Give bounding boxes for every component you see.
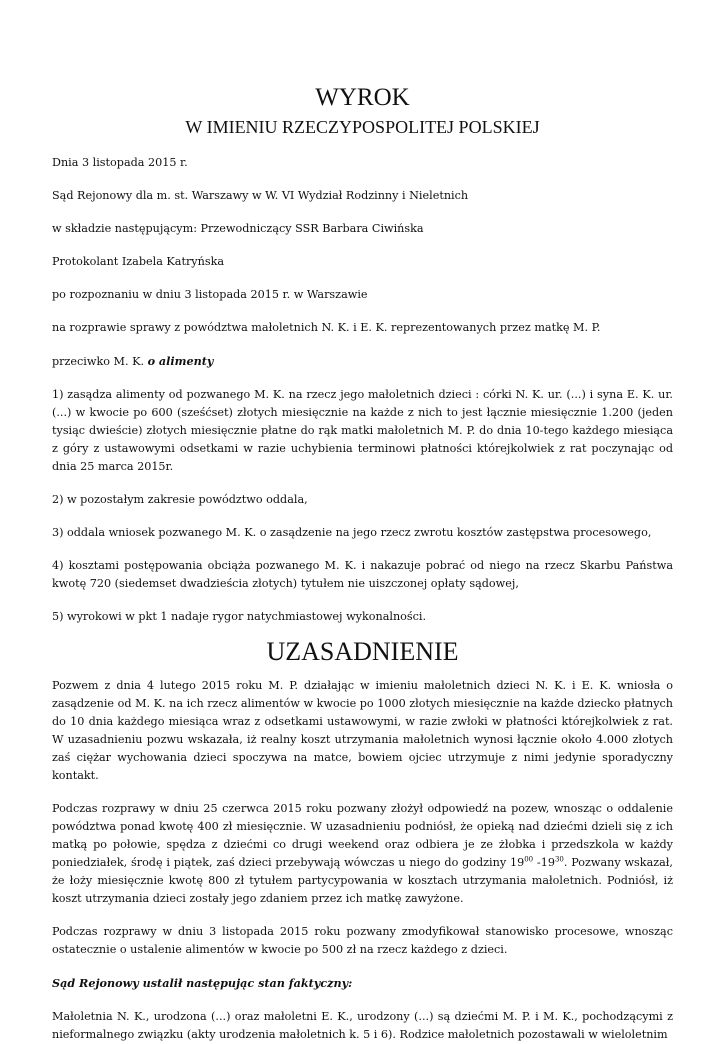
hour-superscript-1: 00 bbox=[524, 855, 534, 864]
against-prefix: przeciwko M. K. bbox=[52, 355, 148, 368]
ruling-4: 4) kosztami postępowania obciąża pozwanego M. K. i nakazuje pobrać od niego na rzecz Skarbu Państwa kwotę 720 (siedemset dwadzieścia złotych) tytułem nie uiszczonej opłaty sądowej, bbox=[52, 559, 673, 590]
ruling-2: 2) w pozostałym zakresie powództwo oddala, bbox=[52, 493, 308, 506]
ruling-3: 3) oddala wniosek pozwanego M. K. o zasądzenie na jego rzecz zwrotu kosztów zastępstwa procesowego, bbox=[52, 526, 652, 539]
hearing-info: po rozpoznaniu w dniu 3 listopada 2015 r. w Warszawie bbox=[52, 288, 368, 301]
court-composition: w składzie następującym: Przewodniczący SSR Barbara Ciwińska bbox=[52, 222, 424, 235]
justification-heading: UZASADNIENIE bbox=[266, 637, 459, 666]
facts-heading bbox=[52, 974, 673, 993]
case-against bbox=[52, 352, 673, 371]
paragraph-2-text-a: Podczas rozprawy w dniu 25 czerwca 2015 roku pozwany złożył odpowiedź na pozew, wnosząc o oddalenie powództwa ponad kwotę 400 zł miesięcznie. W uzasadnieniu podniósł, że opieką nad dziećmi dzieli się z ich matką po połowie, spędza z dziećmi co drugi weekend oraz odbiera je ze żłobka i przedszkola w każdy poniedziałek, środę i piątek, zaś dzieci przebywają wówczas u niego do godziny 19 bbox=[52, 802, 673, 869]
paragraph-2-text-b: . Pozwany wskazał, że łoży miesięcznie kwotę 800 zł tytułem partycypowania w kosztach utrzymania małoletnich. Podniósł, iż koszt utrzymania dzieci zostały jego zdaniem przez ich matkę zawyżone. bbox=[52, 856, 673, 905]
ruling-5: 5) wyrokowi w pkt 1 nadaje rygor natychmiastowej wykonalności. bbox=[52, 610, 427, 623]
document-subtitle: W IMIENIU RZECZYPOSPOLITEJ POLSKIEJ bbox=[185, 117, 540, 137]
hour-superscript-2: 30 bbox=[554, 855, 564, 864]
ruling-1: 1) zasądza alimenty od pozwanego M. K. na rzecz jego małoletnich dzieci : córki N. K. ur. (...) i syna E. K. ur. (...) w kwocie po 600 (sześćset) złotych miesięcznie na każde z nich to jest łącznie miesięcznie 1.200 (jeden tysiąc dwieście) złotych miesięcznie płatne do rąk matki małoletnich M. P. do dnia 10-tego każdego miesiąca z góry z ustawowymi odsetkami w razie uchybienia terminowi płatności którejkolwiek z rat poczynając od dnia 25 marca 2015r. bbox=[52, 388, 673, 473]
justification-paragraph-4: Małoletnia N. K., urodzona (...) oraz małoletni E. K., urodzony (...) są dziećmi M. P. i M. K., pochodzącymi z nieformalnego związku (akty urodzenia małoletnich k. 5 i 6). Rodzice małoletnich pozostawali w wieloletnim bbox=[52, 1010, 673, 1041]
court-name: Sąd Rejonowy dla m. st. Warszawy w W. VI Wydział Rodzinny i Nieletnich bbox=[52, 189, 469, 202]
justification-paragraph-3: Podczas rozprawy w dniu 3 listopada 2015 roku pozwany zmodyfikował stanowisko procesowe, wnosząc ostatecznie o ustalenie alimentów w kwocie po 500 zł na rzecz każdego z dzieci. bbox=[52, 925, 673, 956]
document-title: WYROK bbox=[315, 84, 410, 111]
court-clerk: Protokolant Izabela Katryńska bbox=[52, 255, 225, 268]
case-info: na rozprawie sprawy z powództwa małoletnich N. K. i E. K. reprezentowanych przez matkę M. P. bbox=[52, 321, 601, 334]
judgment-date: Dnia 3 listopada 2015 r. bbox=[52, 156, 188, 169]
justification-paragraph-2 bbox=[52, 800, 673, 908]
paragraph-2-text-mid: -19 bbox=[533, 856, 555, 869]
case-subject: o alimenty bbox=[147, 354, 214, 368]
facts-heading-text: Sąd Rejonowy ustalił następując stan faktyczny: bbox=[52, 976, 353, 990]
justification-paragraph-1: Pozwem z dnia 4 lutego 2015 roku M. P. działając w imieniu małoletnich dzieci N. K. i E. K. wniosła o zasądzenie od M. K. na ich rzecz alimentów w kwocie po 1000 złotych miesięcznie na każde dziecko płatnych do 10 dnia każdego miesiąca wraz z odsetkami ustawowymi, w razie zwłoki w płatności którejkolwiek z rat. W uzasadnieniu pozwu wskazała, iż realny koszt utrzymania małoletnich wynosi łącznie około 4.000 złotych zaś ciężar wychowania dzieci spoczywa na matce, bowiem ojciec utrzymuje z nimi jedynie sporadyczny kontakt. bbox=[52, 679, 673, 782]
